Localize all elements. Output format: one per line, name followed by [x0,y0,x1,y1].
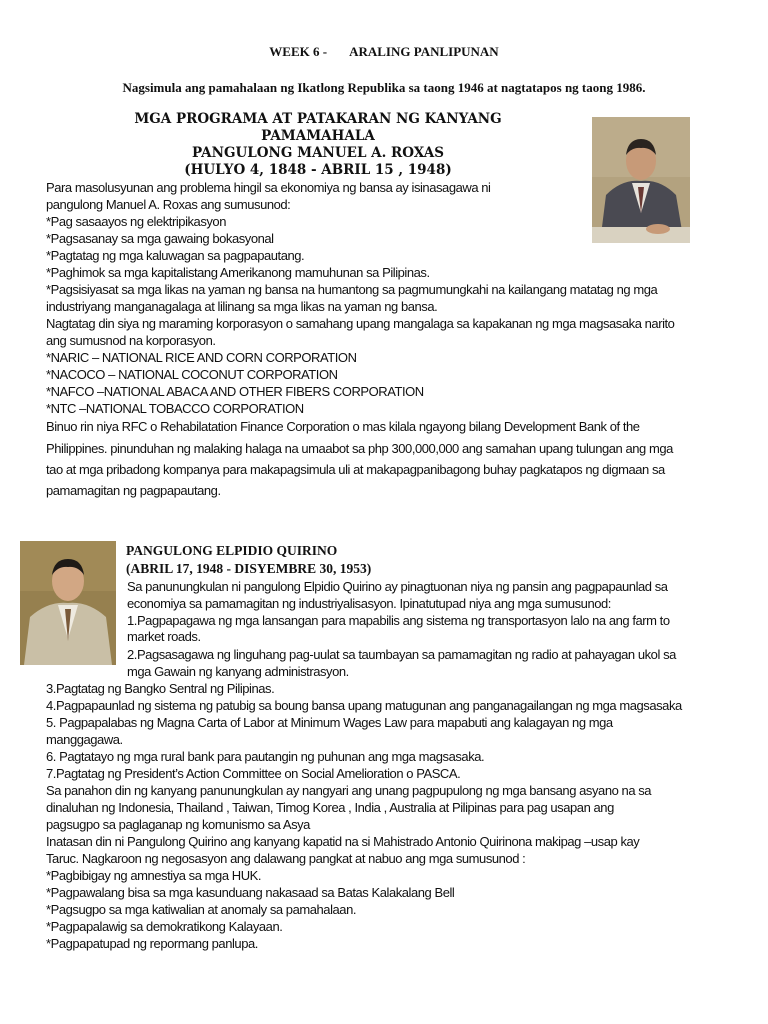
roxas-corporation-item: *NTC –NATIONAL TOBACCO CORPORATION [46,401,304,416]
quirino-line: mga Gawain ng kanyang administrasyon. [127,664,349,679]
roxas-corporation-item: *NACOCO – NATIONAL COCONUT CORPORATION [46,367,338,382]
week-label: WEEK 6 - [269,44,328,59]
quirino-line: dinaluhan ng Indonesia, Thailand , Taiwan, Timog Korea , India , Australia at Pilipinas para pag usapan ang [46,800,614,815]
roxas-portrait-icon [592,117,690,243]
quirino-list-item: 1.Pagpapagawa ng mga lansangan para mapabilis ang sistema ng transportasyon lalo na ang farm to [127,613,670,628]
roxas-line: Philippines. pinunduhan ng malaking halaga na umaabot sa php 300,000,000 ang samahan upang tulungan ang mga [46,441,673,456]
roxas-heading-line-2: PAMAMAHALA [261,128,375,144]
quirino-agreement-item: *Pagbibigay ng amnestiya sa mga HUK. [46,868,262,883]
roxas-corporation-item: *NARIC – NATIONAL RICE AND CORN CORPORATION [46,350,357,365]
quirino-list-item: 2.Pagsasagawa ng linguhang pag-uulat sa taumbayan sa pamamagitan ng radio at pahayagan ukol sa [127,647,676,662]
roxas-name-heading: PANGULONG MANUEL A. ROXAS [192,145,444,161]
roxas-line: ang sumusnod na korporasyon. [46,333,216,348]
quirino-agreement-item: *Pagpawalang bisa sa mga kasunduang nakasaad sa Batas Kalakalang Bell [46,885,455,900]
roxas-list-item: *Pagsisiyasat sa mga likas na yaman ng bansa na humantong sa pagmumungkahi na kailangang matatag ng mga [46,282,658,297]
subject-label: ARALING PANLIPUNAN [349,44,499,59]
roxas-dates-heading: (HULYO 4, 1848 - ABRIL 15 , 1948) [184,162,452,178]
quirino-portrait-icon [20,541,116,665]
quirino-line: economiya sa pamamagitan ng industriyalisasyon. Ipinatutupad niya ang mga sumusunod: [127,596,611,611]
quirino-agreement-item: *Pagpapatupad ng repormang panlupa. [46,936,258,951]
roxas-line: pamamagitan ng pagpapautang. [46,483,221,498]
quirino-agreement-item: *Pagpapalawig sa demokratikong Kalayaan. [46,919,283,934]
quirino-line: Sa panunungkulan ni pangulong Elpidio Quirino ay pinagtuonan niya ng pansin ang pagpapaunlad sa [127,579,668,594]
roxas-line: tao at mga pribadong kompanya para makapagsimula uli at makapagpanibagong buhay pagkatapos ng digmaan sa [46,462,665,477]
quirino-line: manggagawa. [46,732,123,747]
roxas-line: Nagtatag din siya ng maraming korporasyon o samahang upang mangalaga sa kapakanan ng mga magsasaka narito [46,316,675,331]
quirino-list-item: 5. Pagpapalabas ng Magna Carta of Labor at Minimum Wages Law para mapabuti ang kalagayan ng mga [46,715,613,730]
quirino-agreement-item: *Pagsugpo sa mga katiwalian at anomaly sa pamahalaan. [46,902,357,917]
week-title [0,44,768,60]
roxas-line: pangulong Manuel A. Roxas ang sumusunod: [46,197,291,212]
quirino-list-item: 7.Pagtatag ng President’s Action Committee on Social Amelioration o PASCA. [46,766,461,781]
roxas-list-item: *Paghimok sa mga kapitalistang Amerikanong mamuhunan sa Pilipinas. [46,265,430,280]
quirino-line: pagsugpo sa paglaganap ng komunismo sa Asya [46,817,310,832]
quirino-line: Taruc. Nagkaroon ng negosasyon ang dalawang pangkat at nabuo ang mga sumusunod : [46,851,526,866]
quirino-line: Inatasan din ni Pangulong Quirino ang kanyang kapatid na si Mahistrado Antonio Quirinona makipag –usap kay [46,834,640,849]
roxas-line: Para masolusyunan ang problema hingil sa ekonomiya ng bansa ay isinasagawa ni [46,180,491,195]
roxas-heading-line-1: MGA PROGRAMA AT PATAKARAN NG KANYANG [134,111,502,127]
roxas-list-item: *Pagsasanay sa mga gawaing bokasyonal [46,231,274,246]
roxas-list-item: *Pag sasaayos ng elektripikasyon [46,214,226,229]
quirino-list-item: 6. Pagtatayo ng mga rural bank para pautangin ng puhunan ang mga magsasaka. [46,749,485,764]
roxas-portrait-image [592,117,690,243]
quirino-portrait-image [20,541,116,665]
roxas-corporation-item: *NAFCO –NATIONAL ABACA AND OTHER FIBERS CORPORATION [46,384,424,399]
quirino-name-heading: PANGULONG ELPIDIO QUIRINO [126,543,338,558]
quirino-line: market roads. [127,629,201,644]
page-subtitle: Nagsimula ang pamahalaan ng Ikatlong Republika sa taong 1946 at nagtatapos ng taong 1986. [122,80,646,95]
quirino-list-item: 4.Pagpapaunlad ng sistema ng patubig sa boung bansa upang matugunan ang panganagailangan ng mga magsasaka [46,698,682,713]
roxas-line: industriyang manganagalaga at lilinang sa mga likas na yaman ng bansa. [46,299,438,314]
quirino-dates-heading: (ABRIL 17, 1948 - DISYEMBRE 30, 1953) [126,561,372,576]
roxas-line: Binuo rin niya RFC o Rehabilatation Finance Corporation o mas kilala ngayong bilang Development Bank of the [46,419,640,434]
roxas-list-item: *Pagtatag ng mga kaluwagan sa pagpapautang. [46,248,305,263]
quirino-list-item: 3.Pagtatag ng Bangko Sentral ng Pilipinas. [46,681,275,696]
quirino-line: Sa panahon din ng kanyang panunungkulan ay nangyari ang unang pagpupulong ng mga bansang asyano na sa [46,783,652,798]
